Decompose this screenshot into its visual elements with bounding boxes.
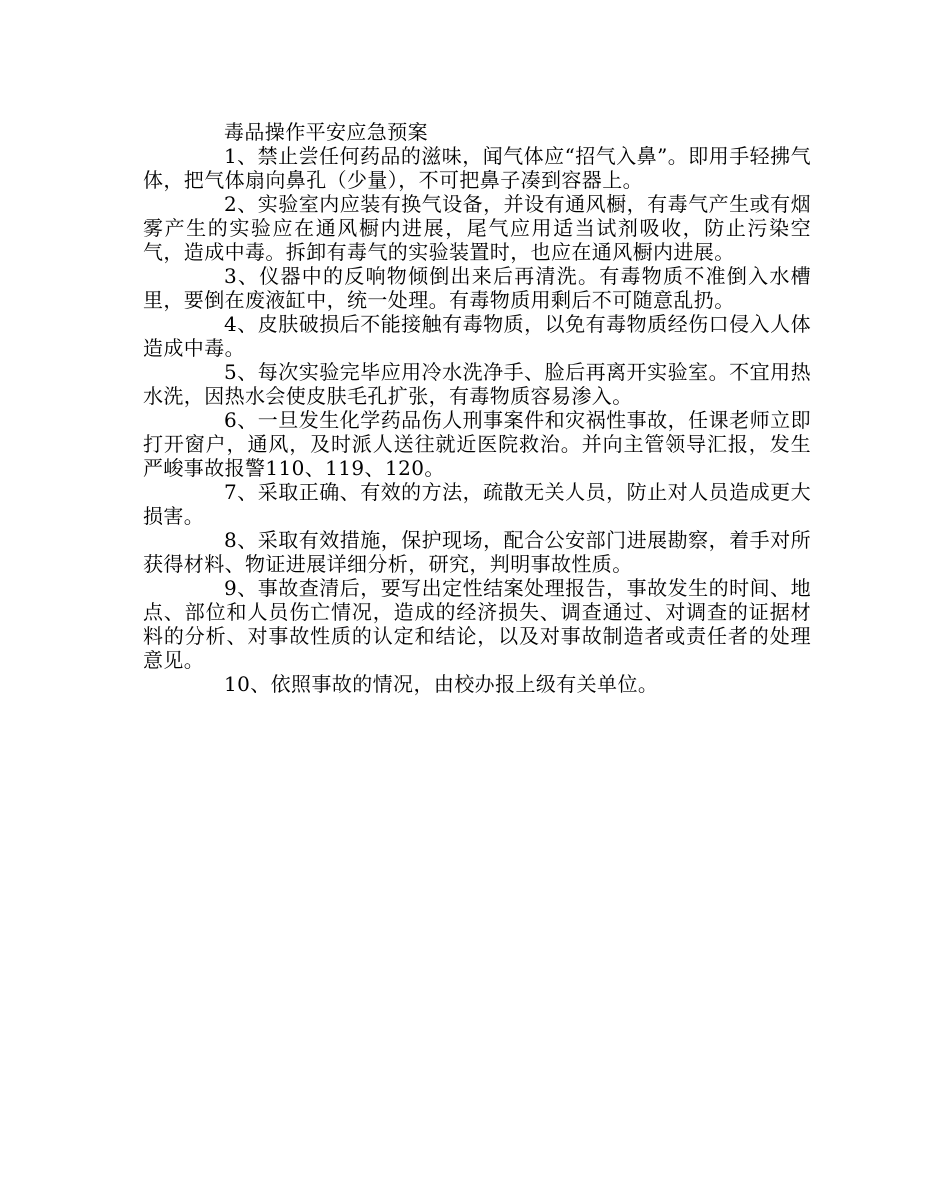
paragraph-3: 3、仪器中的反响物倾倒出来后再清洗。有毒物质不准倒入水槽里，要倒在废液缸中，统一处理。有毒物质用剩后不可随意乱扔。 (143, 264, 811, 312)
paragraph-9: 9、事故查清后，要写出定性结案处理报告，事故发生的时间、地点、部位和人员伤亡情况，造成的经济损失、调查通过、对调查的证据材料的分析、对事故性质的认定和结论，以及对事故制造者或责任者的处理意见。 (143, 576, 811, 672)
paragraph-5: 5、每次实验完毕应用冷水洗净手、脸后再离开实验室。不宜用热水洗，因热水会使皮肤毛孔扩张，有毒物质容易渗入。 (143, 360, 811, 408)
paragraph-10: 10、依照事故的情况，由校办报上级有关单位。 (224, 672, 659, 696)
paragraph-2: 2、实验室内应装有换气设备，并设有通风橱，有毒气产生或有烟雾产生的实验应在通风橱内进展，尾气应用适当试剂吸收，防止污染空气，造成中毒。拆卸有毒气的实验装置时，也应在通风橱内进展。 (143, 192, 811, 264)
paragraph-4: 4、皮肤破损后不能接触有毒物质，以免有毒物质经伤口侵入人体造成中毒。 (143, 312, 811, 360)
paragraph-6: 6、一旦发生化学药品伤人刑事案件和灾祸性事故，任课老师立即打开窗户，通风，及时派人送往就近医院救治。并向主管领导汇报，发生严峻事故报警110、119、120。 (143, 408, 811, 480)
paragraph-8: 8、采取有效措施，保护现场，配合公安部门进展勘察，着手对所获得材料、物证进展详细分析，研究，判明事故性质。 (143, 528, 811, 576)
paragraph-7: 7、采取正确、有效的方法，疏散无关人员，防止对人员造成更大损害。 (143, 480, 811, 528)
paragraph-1: 1、禁止尝任何药品的滋味，闻气体应“招气入鼻”。即用手轻拂气体，把气体扇向鼻孔（少量），不可把鼻子凑到容器上。 (143, 144, 811, 192)
document-body (143, 120, 811, 696)
document-title: 毒品操作平安应急预案 (224, 120, 428, 144)
